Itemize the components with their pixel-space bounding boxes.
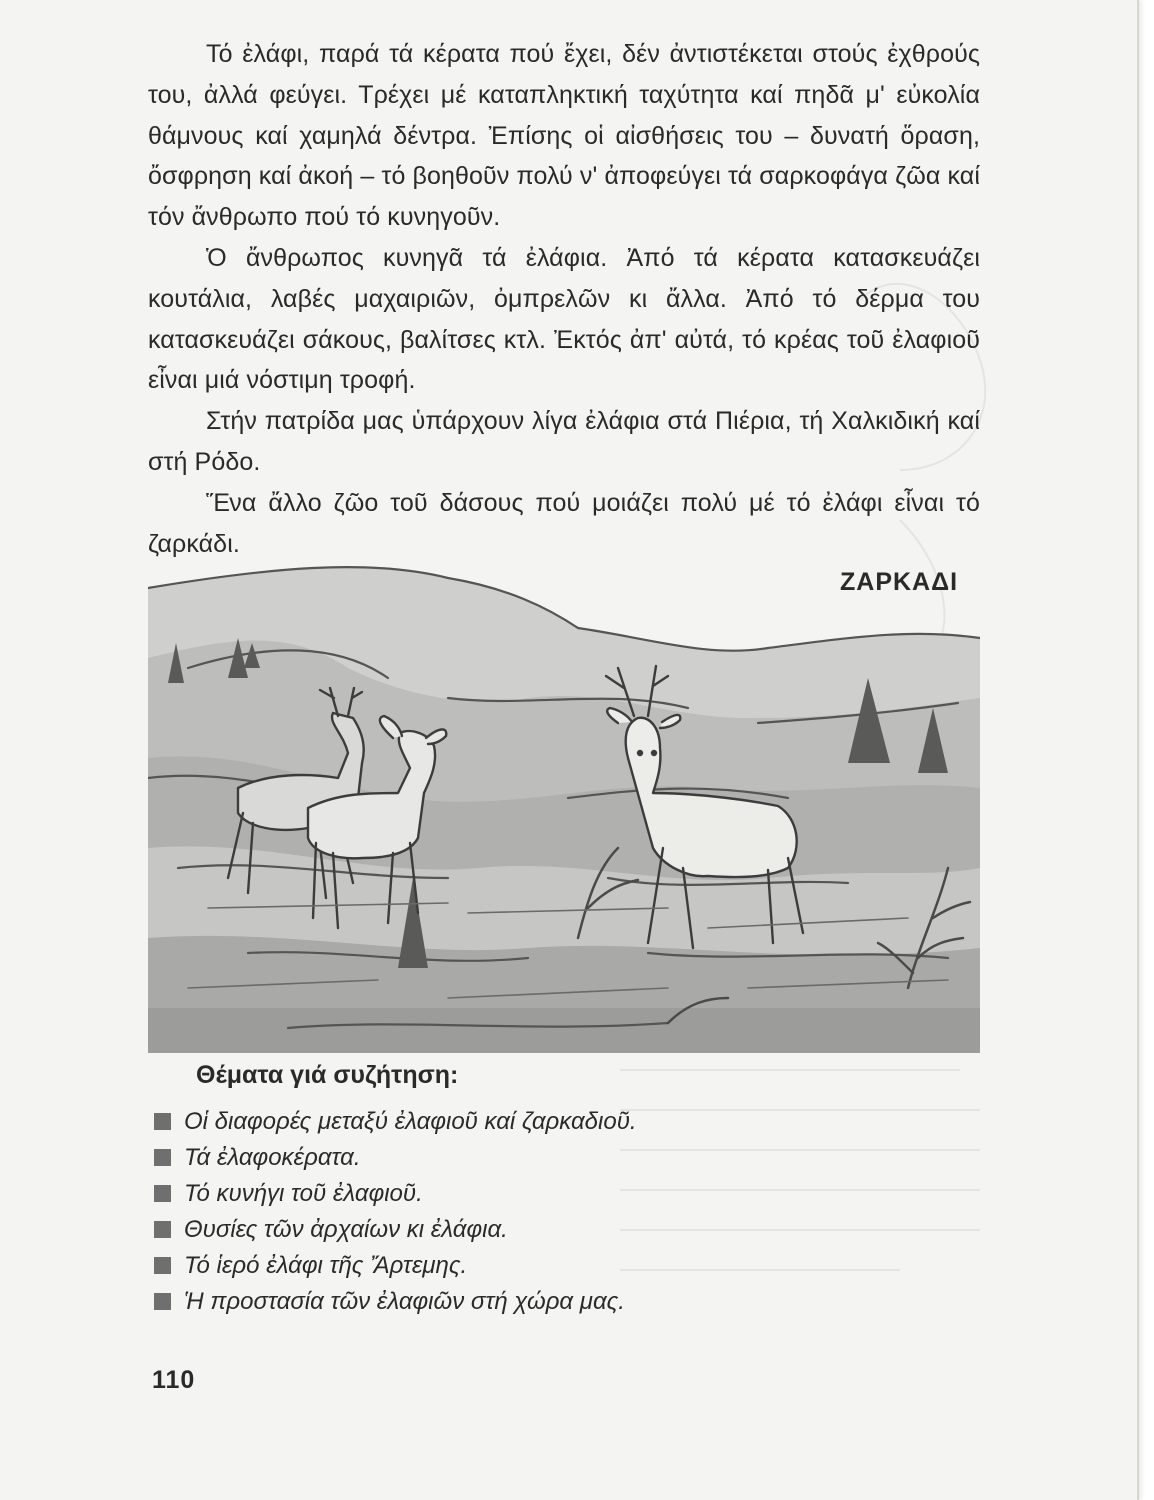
topic-text: Τά ἐλαφοκέρατα.	[184, 1144, 361, 1171]
square-bullet-icon	[154, 1221, 171, 1238]
paragraph-4: Ἕνα ἄλλο ζῶο τοῦ δάσους πού μοιάζει πολύ μέ τό ἐλάφι εἶναι τό ζαρκάδι.	[148, 488, 980, 558]
topic-text: Τό ἱερό ἐλάφι τῆς Ἄρτεμης.	[184, 1252, 468, 1279]
discussion-topics-heading: Θέματα γιά συζήτηση:	[196, 1061, 459, 1089]
topic-text: Τό κυνήγι τοῦ ἐλαφιοῦ.	[184, 1180, 423, 1207]
square-bullet-icon	[154, 1293, 171, 1310]
list-item	[154, 1284, 637, 1320]
square-bullet-icon	[154, 1185, 171, 1202]
topic-text: Θυσίες τῶν ἀρχαίων κι ἐλάφια.	[184, 1216, 508, 1243]
topic-text: Οἱ διαφορές μεταξύ ἐλαφιοῦ καί ζαρκαδιοῦ.	[184, 1108, 637, 1135]
roe-deer-landscape-icon	[148, 548, 980, 1053]
paragraph-1: Τό ἐλάφι, παρά τά κέρατα πού ἔχει, δέν ἀντιστέκεται στούς ἐχθρούς του, ἀλλά φεύγει. Τρέχει μέ καταπληκτική ταχύτητα καί πηδᾶ μ' εὐκολία θάμνους καί χαμηλά δέντρα. Ἐπίσης οἱ αἰσθήσεις του – δυνατή ὅραση, ὄσφρηση καί ἀκοή – τό βοηθοῦν πολύ ν' ἀποφεύγει τά σαρκοφάγα ζῶα καί τόν ἄνθρωπο πού τό κυνηγοῦν.	[148, 40, 980, 232]
square-bullet-icon	[154, 1113, 171, 1130]
illustration-caption: ΖΑΡΚΑΔΙ	[840, 568, 959, 596]
topic-text: Ἡ προστασία τῶν ἐλαφιῶν στή χώρα μας.	[184, 1288, 625, 1315]
paragraph-3: Στήν πατρίδα μας ὑπάρχουν λίγα ἐλάφια στά Πιέρια, τή Χαλκιδική καί στή Ρόδο.	[148, 407, 980, 476]
list-item	[154, 1248, 637, 1284]
body-text	[148, 34, 980, 564]
roe-deer-illustration	[148, 548, 980, 1053]
list-item	[154, 1176, 637, 1212]
page-number: 110	[152, 1366, 196, 1394]
list-item	[154, 1140, 637, 1176]
discussion-topics-list	[154, 1104, 637, 1320]
list-item	[154, 1212, 637, 1248]
square-bullet-icon	[154, 1257, 171, 1274]
paragraph-2: Ὁ ἄνθρωπος κυνηγᾶ τά ἐλάφια. Ἀπό τά κέρατα κατασκευάζει κουτάλια, λαβές μαχαιριῶν, ὀμπρελῶν κι ἄλλα. Ἀπό τό δέρμα του κατασκευάζει σάκους, βαλίτσες κτλ. Ἐκτός ἀπ' αὐτά, τό κρέας τοῦ ἐλαφιοῦ εἶναι μιά νόστιμη τροφή.	[148, 243, 980, 395]
list-item	[154, 1104, 637, 1140]
square-bullet-icon	[154, 1149, 171, 1166]
